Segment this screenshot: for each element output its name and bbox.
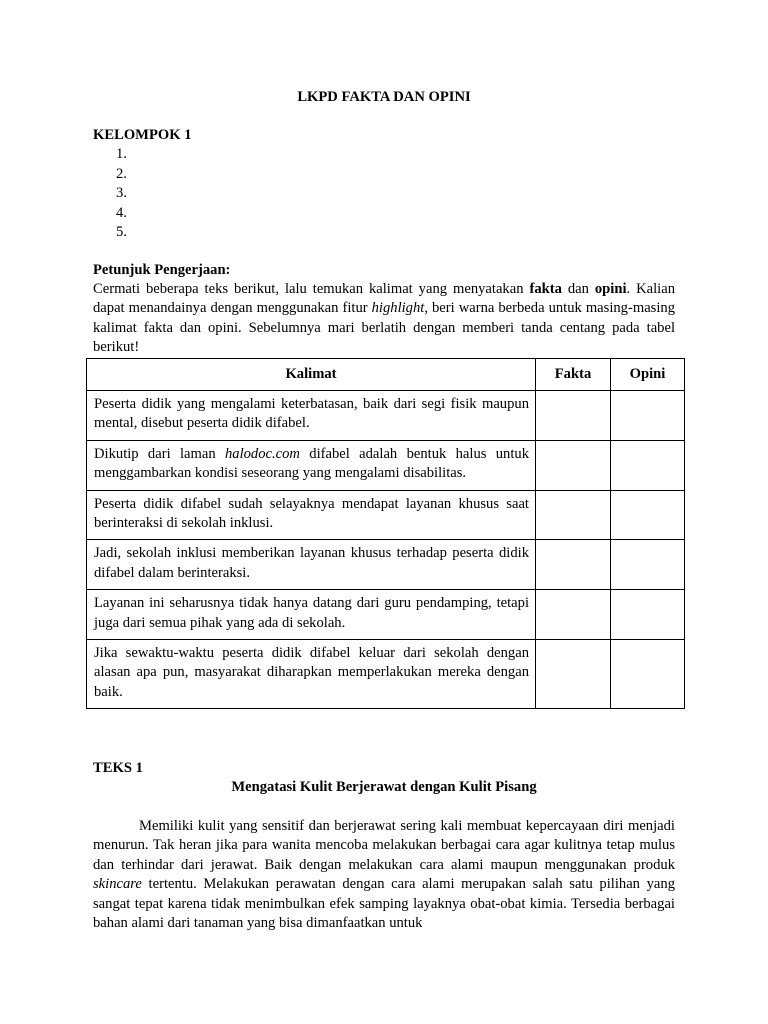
fakta-check-cell[interactable]	[536, 391, 611, 441]
table-row	[87, 640, 685, 709]
opini-check-cell[interactable]	[611, 391, 685, 441]
sentence-cell: Jadi, sekolah inklusi memberikan layanan khusus terhadap peserta didik difabel dalam berinteraksi.	[87, 540, 536, 590]
member-item: 3.	[116, 185, 127, 201]
fact-opinion-table	[86, 358, 685, 709]
fakta-check-cell[interactable]	[536, 540, 611, 590]
teks-paragraph: Memiliki kulit yang sensitif dan berjerawat sering kali membuat kepercayaan diri menjadi menurun. Tak heran jika para wanita mencoba melakukan berbagai cara agar kulitnya tetap mulus dan terhindar dari jerawat. Baik dengan melakukan cara alami maupun menggunakan produk skincare tertentu. Melakukan perawatan dengan cara alami merupakan salah satu pilihan yang sangat tepat karena tidak menimbulkan efek samping layaknya obat-obat kimia. Tersedia berbagai bahan alami dari tanaman yang bisa dimanfaatkan untuk	[93, 818, 675, 932]
table-row	[87, 490, 685, 540]
source-link-text: halodoc.com	[224, 445, 300, 462]
member-item: 4.	[116, 204, 127, 221]
opini-word: opini	[594, 281, 627, 297]
member-list	[116, 145, 127, 243]
member-item: 2.	[116, 165, 127, 182]
instructions-heading: Petunjuk Pengerjaan:	[93, 262, 231, 278]
sentence-cell: Peserta didik difabel sudah selayaknya mendapat layanan khusus saat berinteraksi di sekolah inklusi.	[87, 490, 536, 540]
fakta-word: fakta	[529, 281, 562, 297]
document-title: LKPD FAKTA DAN OPINI	[297, 89, 471, 105]
table-row	[87, 391, 685, 441]
fakta-check-cell[interactable]	[536, 590, 611, 640]
opini-check-cell[interactable]	[611, 540, 685, 590]
highlight-word: highlight	[371, 300, 425, 317]
table-row	[87, 590, 685, 640]
fakta-check-cell[interactable]	[536, 640, 611, 709]
fakta-check-cell[interactable]	[536, 490, 611, 540]
header-fakta: Fakta	[536, 359, 611, 391]
sentence-cell: Jika sewaktu-waktu peserta didik difabel keluar dari sekolah dengan alasan apa pun, masyarakat diharapkan memperlakukan mereka dengan baik.	[87, 640, 536, 709]
member-item: 1.	[116, 146, 127, 162]
group-label: KELOMPOK 1	[93, 127, 192, 143]
header-opini: Opini	[611, 359, 685, 391]
sentence-cell: Dikutip dari laman halodoc.com difabel adalah bentuk halus untuk menggambarkan kondisi seseorang yang mengalami disabilitas.	[87, 440, 536, 490]
member-item: 5.	[116, 224, 127, 240]
sentence-cell: Layanan ini seharusnya tidak hanya datang dari guru pendamping, tetapi juga dari semua pihak yang ada di sekolah.	[87, 590, 536, 640]
sentence-cell: Peserta didik yang mengalami keterbatasan, baik dari segi fisik maupun mental, disebut peserta didik difabel.	[87, 391, 536, 441]
table-row	[87, 540, 685, 590]
opini-check-cell[interactable]	[611, 440, 685, 490]
opini-check-cell[interactable]	[611, 590, 685, 640]
header-kalimat: Kalimat	[87, 359, 536, 391]
teks-title: Mengatasi Kulit Berjerawat dengan Kulit Pisang	[231, 779, 537, 795]
instructions-text: Cermati beberapa teks berikut, lalu temukan kalimat yang menyatakan fakta dan opini. Kalian dapat menandainya dengan menggunakan fitur highlight, beri warna berbeda untuk masing-masing kalimat fakta dan opini. Sebelumnya mari berlatih dengan memberi tanda centang pada tabel berikut!	[93, 281, 675, 356]
opini-check-cell[interactable]	[611, 640, 685, 709]
skincare-word: skincare	[93, 876, 142, 893]
fakta-check-cell[interactable]	[536, 440, 611, 490]
table-header-row	[87, 359, 685, 391]
teks-label: TEKS 1	[93, 760, 143, 776]
table-row	[87, 440, 685, 490]
opini-check-cell[interactable]	[611, 490, 685, 540]
